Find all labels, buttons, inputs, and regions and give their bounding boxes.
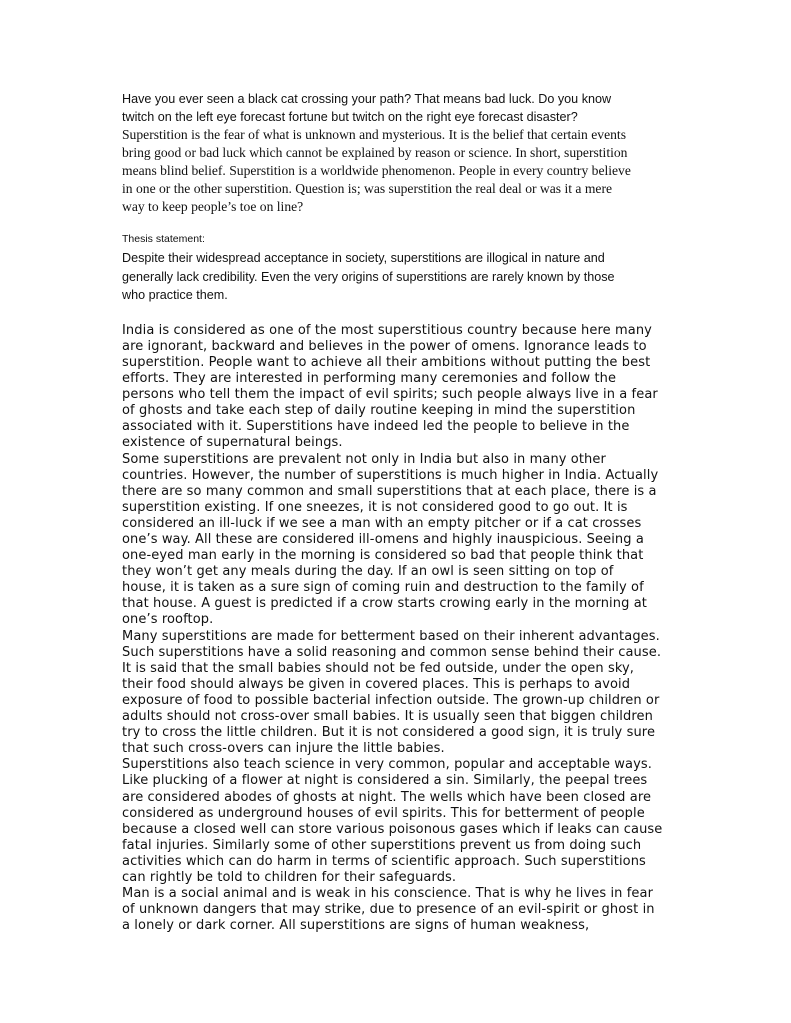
body-paragraph: Some superstitions are prevalent not only in India but also in many other countries. However, the number of superstitions is much higher in India. Actually there are so many common and small superstitions that at each place, there is a superstition existing. If one sneezes, it is not considered good to go out. It is considered an ill-luck if we see a man with an empty pitcher or if a cat crosses one’s way. All these are considered ill-omens and highly inauspicious. Seeing a one-eyed man early in the morning is considered so bad that people think that they won’t get any meals during the day. If an owl is seen sitting on top of house, it is taken as a sure sign of coming ruin and destruction to the family of that house. A guest is predicted if a crow starts crowing early in the morning at one’s rooftop.: [122, 451, 659, 628]
body-paragraph: Man is a social animal and is weak in his conscience. That is why he lives in fear of unknown dangers that may strike, due to presence of an evil-spirit or ghost in a lonely or dark corner. All superstitions are signs of human weakness,: [122, 886, 655, 934]
body-paragraph: India is considered as one of the most superstitious country because here many are ignorant, backward and believes in the power of omens. Ignorance leads to superstition. People want to achieve all their ambitions without putting the best efforts. They are interested in performing many ceremonies and follow the persons who tell them the impact of evil spirits; such people always live in a fear of ghosts and take each step of daily routine keeping in mind the superstition associated with it. Superstitions have indeed led the people to believe in the existence of supernatural beings.: [122, 322, 658, 451]
thesis-text: Despite their widespread acceptance in society, superstitions are illogical in nature and generally lack credibility. Even the very origins of superstitions are rarely known by those who practice them.: [122, 251, 615, 303]
intro-definition-text: Superstition is the fear of what is unknown and mysterious. It is the belief that certain events bring good or bad luck which cannot be explained by reason or science. In short, superstition means blind belief. Superstition is a worldwide phenomenon. People in every country believe in one or the other superstition. Question is; was superstition the real deal or was it a mere way to keep people’s toe on line?: [122, 127, 631, 214]
body-paragraph: Superstitions also teach science in very common, popular and acceptable ways. Like plucking of a flower at night is considered a sin. Similarly, the peepal trees are considered abodes of ghosts at night. The wells which have been closed are considered as underground houses of evil spirits. This for betterment of people because a closed well can store various poisonous gases which if leaks can cause fatal injuries. Similarly some of other superstitions prevent us from doing such activities which can do harm in terms of scientific approach. Such superstitions can rightly be told to children for their safeguards.: [122, 757, 663, 885]
body-paragraph: Many superstitions are made for betterment based on their inherent advantages. Such superstitions have a solid reasoning and common sense behind their cause. It is said that the small babies should not be fed outside, under the open sky, their food should always be given in covered places. This is perhaps to avoid exposure of food to possible bacterial infection outside. The grown-up children or adults should not cross-over small babies. It is usually seen that biggen children try to cross the little children. But it is not considered a good sign, it is truly sure that such cross-overs can injure the little babies.: [122, 628, 662, 757]
thesis-label: Thesis statement:: [122, 233, 205, 245]
body-section: [122, 323, 682, 935]
document-page: [122, 90, 682, 934]
intro-question-text: Have you ever seen a black cat crossing your path? That means bad luck. Do you know twitch on the left eye forecast fortune but twitch on the right eye forecast disaster?: [122, 92, 612, 124]
